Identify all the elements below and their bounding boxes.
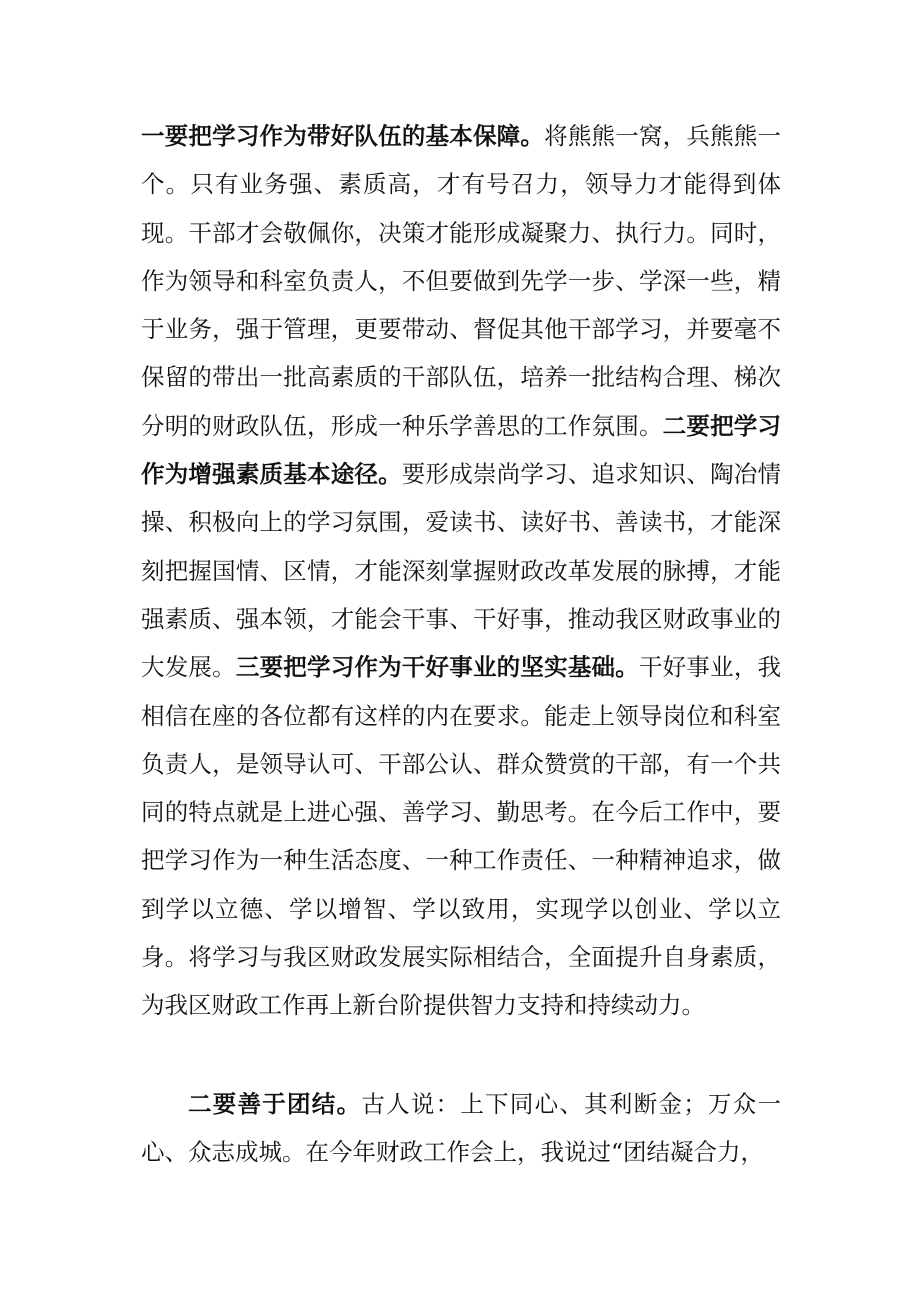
heading-quality: 二要把学习作为增强素质基本途径。 [141,411,782,489]
body-paragraph-learning [141,112,781,1030]
text-quality: 要形成崇尚学习、追求知识、陶冶情操、积极向上的学习氛围，爱读书、读好书、善读书，才能深刻把握国情、区情，才能深刻掌握财政改革发展的脉搏，才能强素质、强本领，才能会干事、干好事，推动我区财政事业的大发展。 [141,460,782,682]
heading-unity: 二要善于团结。 [188,1090,362,1118]
heading-foundation: 三要把学习作为干好事业的坚实基础。 [235,653,639,682]
heading-team-building: 一要把学习作为带好队伍的基本保障。 [141,122,545,150]
text-unity: 古人说：上下同心、其利断金；万众一心、众志成城。在今年财政工作会上，我说过“团结凝合力， [141,1090,782,1167]
body-paragraph-unity [141,1080,781,1177]
text-team-building: 将熊熊一窝，兵熊熊一个。只有业务强、素质高，才有号召力，领导力才能得到体现。干部才会敬佩你，决策才能形成凝聚力、执行力。同时，作为领导和科室负责人，不但要做到先学一步、学深一些，精于业务，强于管理，更要带动、督促其他干部学习，并要毫不保留的带出一批高素质的干部队伍，培养一批结构合理、梯次分明的财政队伍，形成一种乐学善思的工作氛围。 [141,122,782,440]
text-foundation: 干好事业，我相信在座的各位都有这样的内在要求。能走上领导岗位和科室负责人，是领导认可、干部公认、群众赞赏的干部，有一个共同的特点就是上进心强、善学习、勤思考。在今后工作中，要把学习作为一种生活态度、一种工作责任、一种精神追求，做到学以立德、学以增智、学以致用，实现学以创业、学以立身。将学习与我区财政发展实际相结合，全面提升自身素质，为我区财政工作再上新台阶提供智力支持和持续动力。 [141,653,782,1020]
